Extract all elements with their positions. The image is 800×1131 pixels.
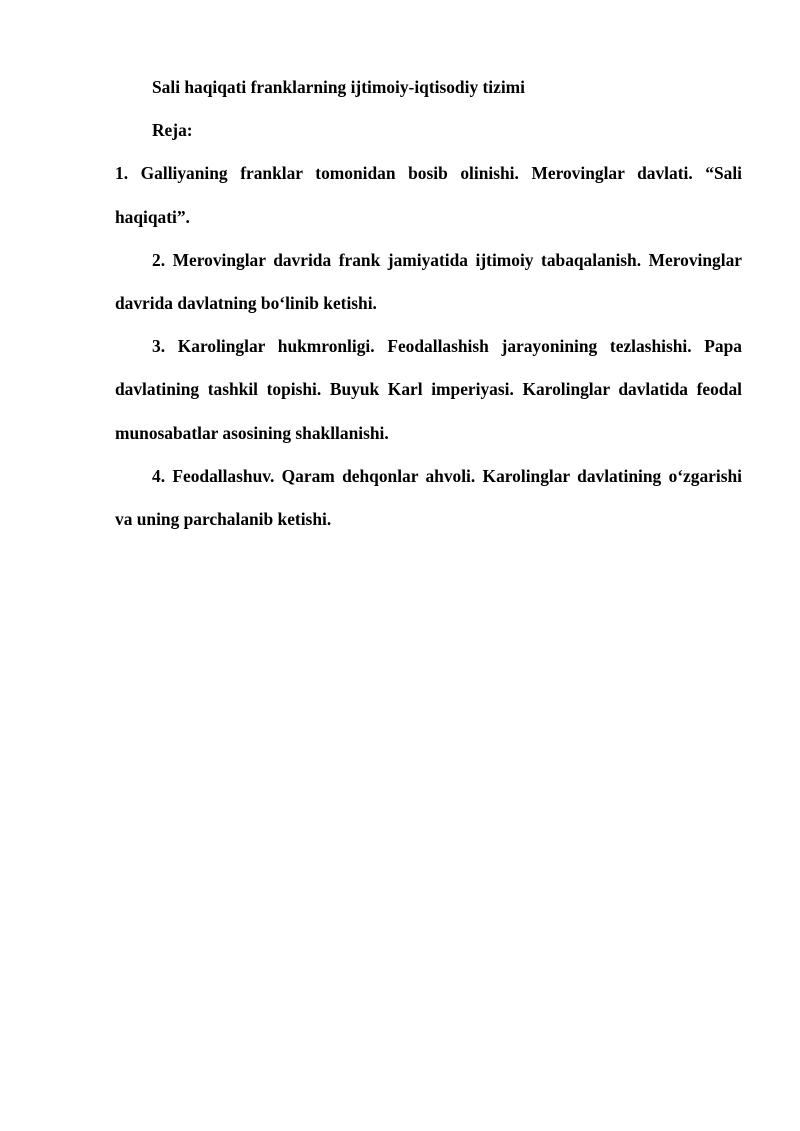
plan-item-4: 4. Feodallashuv. Qaram dehqonlar ahvoli. Karolinglar davlatining o‘zgarishi va uning parchalanib ketishi. [115, 465, 742, 530]
plan-heading: Reja: [152, 120, 193, 141]
document-body [115, 66, 742, 541]
document-title: Sali haqiqati franklarning ijtimoiy-iqtisodiy tizimi [152, 77, 525, 97]
plan-item-3: 3. Karolinglar hukmronligi. Feodallashish jarayonining tezlashishi. Papa davlatining tashkil topishi. Buyuk Karl imperiyasi. Karolinglar davlatida feodal munosabatlar asosining shakllanishi. [115, 336, 742, 443]
plan-item-2: 2. Merovinglar davrida frank jamiyatida ijtimoiy tabaqalanish. Merovinglar davrida davlatning bo‘linib ketishi. [115, 249, 742, 314]
plan-item-1: 1. Galliyaning franklar tomonidan bosib olinishi. Merovinglar davlati. “Sali haqiqati”. [115, 163, 742, 227]
